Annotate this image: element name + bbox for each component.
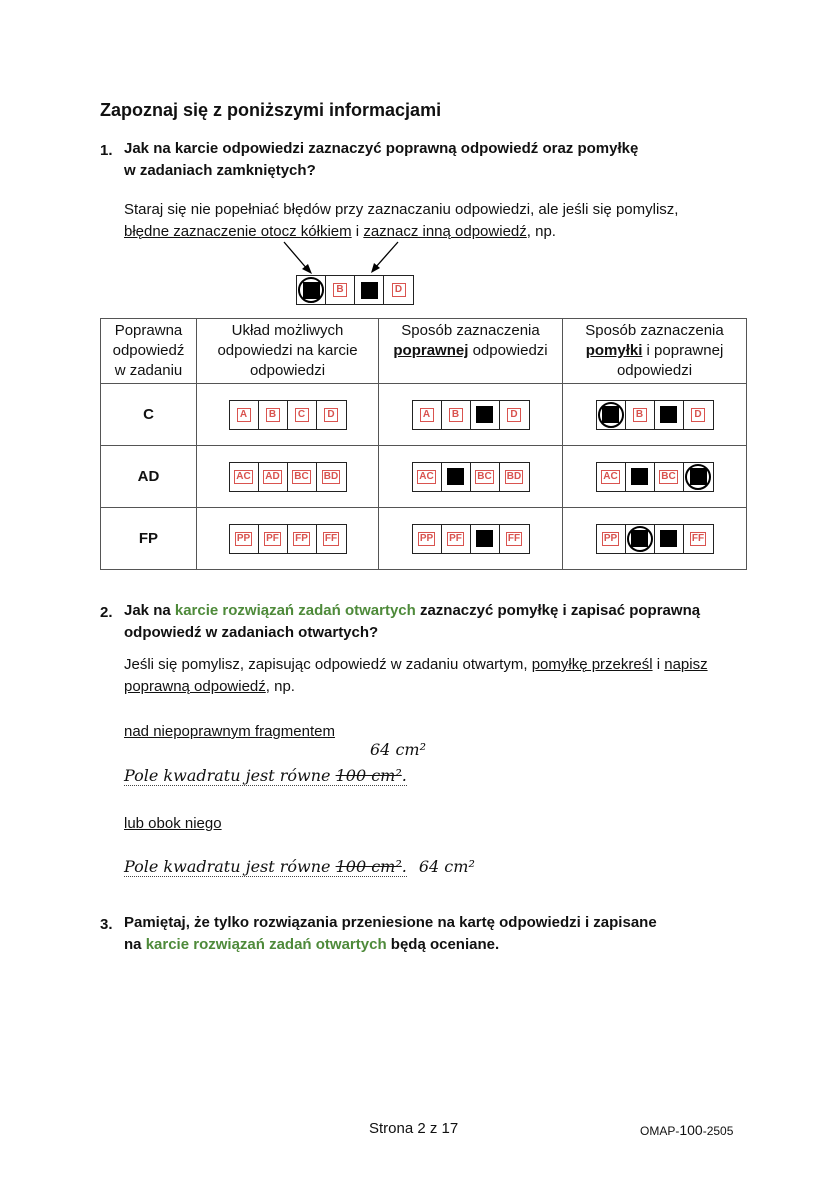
row-correct (379, 508, 563, 570)
option-label: FF (507, 532, 521, 544)
header-c3-rest: odpowiedzi (468, 342, 548, 359)
q3-line2 (124, 934, 657, 956)
row-layout (196, 384, 378, 446)
row-layout (196, 446, 378, 508)
q2-title-line1 (124, 600, 700, 622)
circle-mark (298, 277, 324, 303)
option-label: D (507, 408, 521, 422)
example-arrows (270, 238, 410, 278)
q2-title-line2: odpowiedź w zadaniach otwartych? (124, 624, 379, 641)
q2-body-pre: Jeśli się pomylisz, zapisując odpowiedź w zadaniu otwartym, (124, 656, 532, 673)
page-heading: Zapoznaj się z poniższymi informacjami (100, 100, 442, 120)
header-c3-spacer (380, 361, 561, 381)
q1-number: 1. (100, 142, 113, 159)
filled-mark (361, 282, 378, 299)
q2-body-underline3: poprawną odpowiedź (124, 678, 266, 695)
q3-line1: Pamiętaj, że tylko rozwiązania przeniesione na kartę odpowiedzi i zapisane (124, 914, 657, 931)
q1-title-line1: Jak na karcie odpowiedzi zaznaczyć poprawną odpowiedź oraz pomyłkę (124, 140, 639, 157)
page-number: Strona 2 z 17 (369, 1120, 459, 1137)
option-label: BC (477, 470, 492, 482)
mistake-boxes (596, 524, 714, 554)
hand-struck: 100 cm² (335, 857, 402, 876)
option-label: B (266, 408, 280, 422)
header-c4-line2 (564, 341, 745, 361)
header-c4-line1: Sposób zaznaczenia (585, 322, 724, 339)
q1-body-line1: Staraj się nie popełniać błędów przy zaznaczaniu odpowiedzi, ale jeśli się pomylisz, (124, 201, 679, 218)
header-c4-bold: pomyłki (585, 342, 643, 359)
row-answer: FP (101, 508, 197, 570)
correct-boxes (412, 524, 530, 554)
q1-title-line2: w zadaniach zamkniętych? (124, 162, 316, 179)
option-label: AC (603, 470, 618, 482)
option-label: BC (294, 470, 309, 482)
option-label: C (295, 408, 309, 422)
q2-title-green: karcie rozwiązań zadań otwartych (174, 602, 416, 619)
option-label: PF (449, 532, 462, 544)
arrow-to-fill (375, 242, 398, 268)
q2-body-line1 (124, 654, 708, 676)
hand-text: Pole kwadratu jest równe (124, 766, 336, 785)
q2-title-post: zaznaczyć pomyłkę i zapisać poprawną (415, 602, 701, 619)
option-label: PP (236, 532, 251, 544)
option-label: BC (661, 470, 676, 482)
exam-code (640, 1122, 733, 1138)
hand-dot: . (401, 857, 407, 876)
header-c4-rest: i poprawnej (642, 342, 724, 359)
header-c3-line1: Sposób zaznaczenia (401, 322, 540, 339)
q2-title-pre: Jak na (124, 602, 175, 619)
q3-text (124, 912, 657, 956)
option-label: D (691, 408, 705, 422)
circle-mark (598, 402, 624, 428)
hand-dot: . (401, 766, 407, 785)
q3-number: 3. (100, 916, 113, 933)
header-c2-line1: Układ możliwych (231, 322, 344, 339)
option-label: D (392, 283, 406, 297)
example-cell-4 (384, 276, 413, 304)
label-above-fragment: nad niepoprawnym fragmentem (124, 723, 335, 740)
q1-body-mid: i (351, 223, 364, 240)
correct-boxes (412, 400, 530, 430)
header-c1-line2: odpowiedź (112, 342, 185, 359)
header-mistake-marking (563, 319, 747, 384)
exam-code-prefix: OMAP- (640, 1124, 680, 1138)
example-cell-3 (355, 276, 384, 304)
header-c2-line3: odpowiedzi (249, 362, 326, 379)
header-c3-bold: poprawnej (393, 342, 469, 359)
layout-boxes (229, 524, 347, 554)
table-header-row (101, 319, 747, 384)
option-label: FF (691, 532, 705, 544)
row-mistake (563, 384, 747, 446)
exam-code-suffix: -2505 (702, 1124, 734, 1138)
option-label: D (324, 408, 338, 422)
q3-line2-post: będą oceniane. (386, 936, 500, 953)
row-answer: C (101, 384, 197, 446)
header-c3-line2 (380, 341, 561, 361)
option-label: BD (323, 470, 339, 482)
q1-body-underline2: zaznacz inną odpowiedź (363, 223, 527, 240)
q2-body-underline2: napisz (664, 656, 708, 673)
answer-marking-table (100, 318, 747, 570)
header-layout (196, 319, 378, 384)
option-label: AC (419, 470, 434, 482)
filled-mark (476, 406, 493, 423)
header-c4-line3: odpowiedzi (616, 362, 693, 379)
q1-body-underline1: błędne zaznaczenie otocz kółkiem (124, 223, 352, 240)
header-c2-line2: odpowiedzi na karcie (217, 342, 358, 359)
row-mistake (563, 446, 747, 508)
q2-number: 2. (100, 604, 113, 621)
header-correct-marking (379, 319, 563, 384)
table-row (101, 384, 747, 446)
q3-line2-green: karcie rozwiązań zadań otwartych (145, 936, 387, 953)
layout-boxes (229, 462, 347, 492)
filled-mark (476, 530, 493, 547)
arrow-to-circle (284, 242, 308, 270)
option-label: B (633, 408, 647, 422)
exam-code-main: 100 (679, 1122, 703, 1138)
mistake-boxes (596, 462, 714, 492)
row-answer: AD (101, 446, 197, 508)
header-c1-line3: w zadaniu (114, 362, 183, 379)
option-label: PF (266, 532, 279, 544)
table-row (101, 508, 747, 570)
q1-title (124, 138, 638, 182)
q2-body-underline1: pomyłkę przekreśl (531, 656, 653, 673)
option-label: A (420, 408, 434, 422)
layout-boxes (229, 400, 347, 430)
option-label: B (333, 283, 347, 297)
handwritten-line-1 (124, 766, 407, 786)
mistake-boxes (596, 400, 714, 430)
filled-mark (631, 468, 648, 485)
q1-body (124, 199, 678, 243)
example-cell-2 (326, 276, 355, 304)
handwritten-line-2 (124, 857, 475, 876)
label-beside: lub obok niego (124, 815, 222, 832)
option-label: B (449, 408, 463, 422)
filled-mark (660, 530, 677, 547)
option-label: PP (419, 532, 434, 544)
header-c1-line1: Poprawna (114, 322, 183, 339)
q2-body-mid: i (652, 656, 665, 673)
option-label: A (237, 408, 251, 422)
example-answer-boxes (296, 275, 414, 305)
filled-mark (660, 406, 677, 423)
q2-body (124, 654, 708, 698)
q1-body-end: , np. (526, 223, 556, 240)
option-label: FF (324, 532, 338, 544)
row-correct (379, 384, 563, 446)
hand-text: Pole kwadratu jest równe (124, 857, 336, 876)
correction-above: 64 cm² (370, 740, 426, 759)
correction-beside: 64 cm² (418, 857, 475, 876)
q3-line2-pre: na (124, 936, 146, 953)
option-label: AD (265, 470, 280, 482)
q2-body-end: , np. (265, 678, 295, 695)
hand-line2-dotted (124, 857, 407, 877)
example-cell-1 (297, 276, 326, 304)
row-correct (379, 446, 563, 508)
correct-boxes (412, 462, 530, 492)
option-label: FP (295, 532, 308, 544)
table-row (101, 446, 747, 508)
circle-mark (685, 464, 711, 490)
option-label: PP (603, 532, 618, 544)
option-label: BD (506, 470, 522, 482)
q2-body-line2 (124, 676, 708, 698)
row-mistake (563, 508, 747, 570)
header-correct-answer (101, 319, 197, 384)
q2-title (124, 600, 700, 644)
option-label: AC (236, 470, 251, 482)
circle-mark (627, 526, 653, 552)
hand-struck: 100 cm² (335, 766, 402, 785)
row-layout (196, 508, 378, 570)
filled-mark (447, 468, 464, 485)
